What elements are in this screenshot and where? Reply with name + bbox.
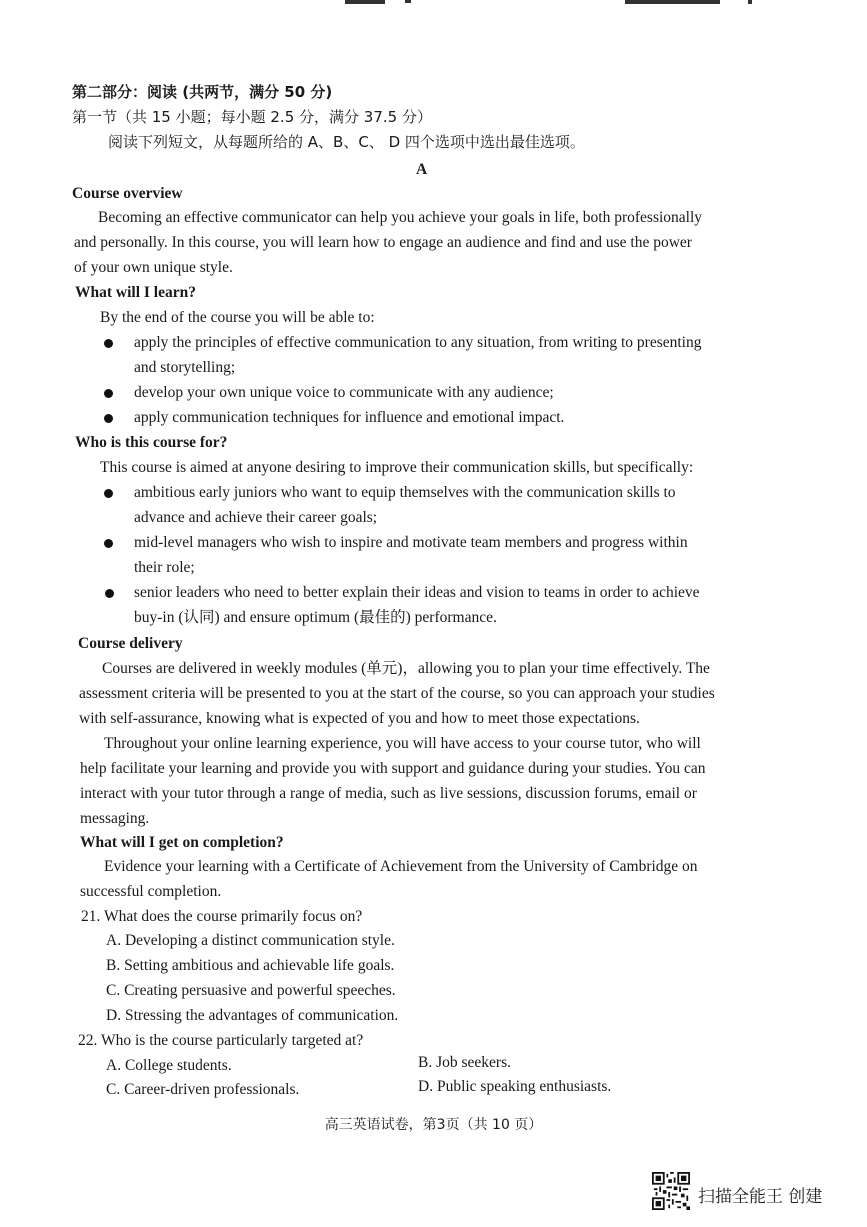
question-21-option-d: D. Stressing the advantages of communication. (106, 1007, 399, 1024)
question-22-option-b: B. Job seekers. (418, 1054, 511, 1071)
overview-line: and personally. In this course, you will learn how to engage an audience and find and use the power (74, 234, 692, 251)
part-title: 第一节（共 15 小题；每小题 2.5 分，满分 37.5 分） (72, 108, 432, 126)
bullet-icon (105, 589, 114, 598)
top-scan-artifacts (0, 0, 867, 12)
section-title: 第二部分：阅读 (共两节，满分 50 分) (72, 83, 333, 101)
audience-bullet-3-line-1: senior leaders who need to better explain their ideas and vision to teams in order to achieve (134, 584, 700, 601)
learn-bullet-3: apply communication techniques for influence and emotional impact. (134, 409, 565, 426)
audience-intro: This course is aimed at anyone desiring to improve their communication skills, but specifically: (100, 459, 694, 476)
question-22-option-c: C. Career-driven professionals. (106, 1081, 300, 1098)
bullet-icon (104, 489, 113, 498)
heading-course-delivery: Course delivery (78, 635, 183, 652)
scan-mark (748, 0, 752, 4)
bullet-icon (104, 539, 113, 548)
question-22-stem: 22. Who is the course particularly targeted at? (78, 1032, 364, 1049)
audience-bullet-1-line-2: advance and achieve their career goals; (134, 509, 378, 526)
overview-line: of your own unique style. (74, 259, 233, 276)
instructions: 阅读下列短文，从每题所给的 A、B、C、 D 四个选项中选出最佳选项。 (108, 133, 585, 151)
question-22-option-a: A. College students. (106, 1057, 232, 1074)
audience-bullet-1-line-1: ambitious early juniors who want to equip themselves with the communication skills to (134, 484, 676, 501)
scan-mark (405, 0, 411, 3)
page-footer: 高三英语试卷，第3页（共 10 页） (324, 1117, 543, 1133)
overview-line: Becoming an effective communicator can help you achieve your goals in life, both professionally (98, 209, 703, 226)
delivery-line: interact with your tutor through a range of media, such as live sessions, discussion forums, email or (80, 785, 697, 802)
question-21-option-c: C. Creating persuasive and powerful speeches. (106, 982, 396, 999)
learn-intro: By the end of the course you will be able to: (100, 309, 375, 326)
delivery-line: assessment criteria will be presented to you at the start of the course, so you can approach your studies (79, 685, 715, 702)
scan-mark (625, 0, 720, 4)
passage-letter: A (416, 161, 428, 178)
completion-line: successful completion. (80, 883, 222, 900)
question-22-option-d: D. Public speaking enthusiasts. (418, 1078, 612, 1095)
learn-bullet-2: develop your own unique voice to communicate with any audience; (134, 384, 554, 401)
scan-mark (345, 0, 385, 4)
delivery-line: Courses are delivered in weekly modules (单元)，allowing you to plan your time effectively. The (102, 660, 710, 677)
bullet-icon (104, 414, 113, 423)
audience-bullet-2-line-1: mid-level managers who wish to inspire and motivate team members and progress within (134, 534, 688, 551)
delivery-line: Throughout your online learning experience, you will have access to your course tutor, who will (104, 735, 701, 752)
heading-what-will-i-learn: What will I learn? (75, 284, 196, 301)
audience-bullet-3-line-2: buy-in (认同) and ensure optimum (最佳的) performance. (134, 609, 497, 626)
delivery-line: help facilitate your learning and provide you with support and guidance during your studies. You can (80, 760, 706, 777)
completion-line: Evidence your learning with a Certificate of Achievement from the University of Cambridge on (104, 858, 698, 875)
question-21-option-a: A. Developing a distinct communication style. (106, 932, 395, 949)
heading-what-will-i-get: What will I get on completion? (80, 834, 284, 851)
delivery-line: with self-assurance, knowing what is expected of you and how to meet those expectations. (79, 710, 640, 727)
audience-bullet-2-line-2: their role; (134, 559, 195, 576)
question-21-stem: 21. What does the course primarily focus on? (81, 908, 363, 925)
heading-course-overview: Course overview (72, 185, 183, 202)
scanner-watermark: 扫描全能王 创建 (698, 1187, 823, 1207)
learn-bullet-1-line-2: and storytelling; (134, 359, 236, 376)
question-21-option-b: B. Setting ambitious and achievable life goals. (106, 957, 395, 974)
bullet-icon (104, 339, 113, 348)
bullet-icon (104, 389, 113, 398)
heading-who-is-this-course-for: Who is this course for? (75, 434, 228, 451)
delivery-line: messaging. (80, 810, 150, 827)
qr-code-icon (652, 1172, 690, 1210)
learn-bullet-1-line-1: apply the principles of effective communication to any situation, from writing to presenting (134, 334, 702, 351)
